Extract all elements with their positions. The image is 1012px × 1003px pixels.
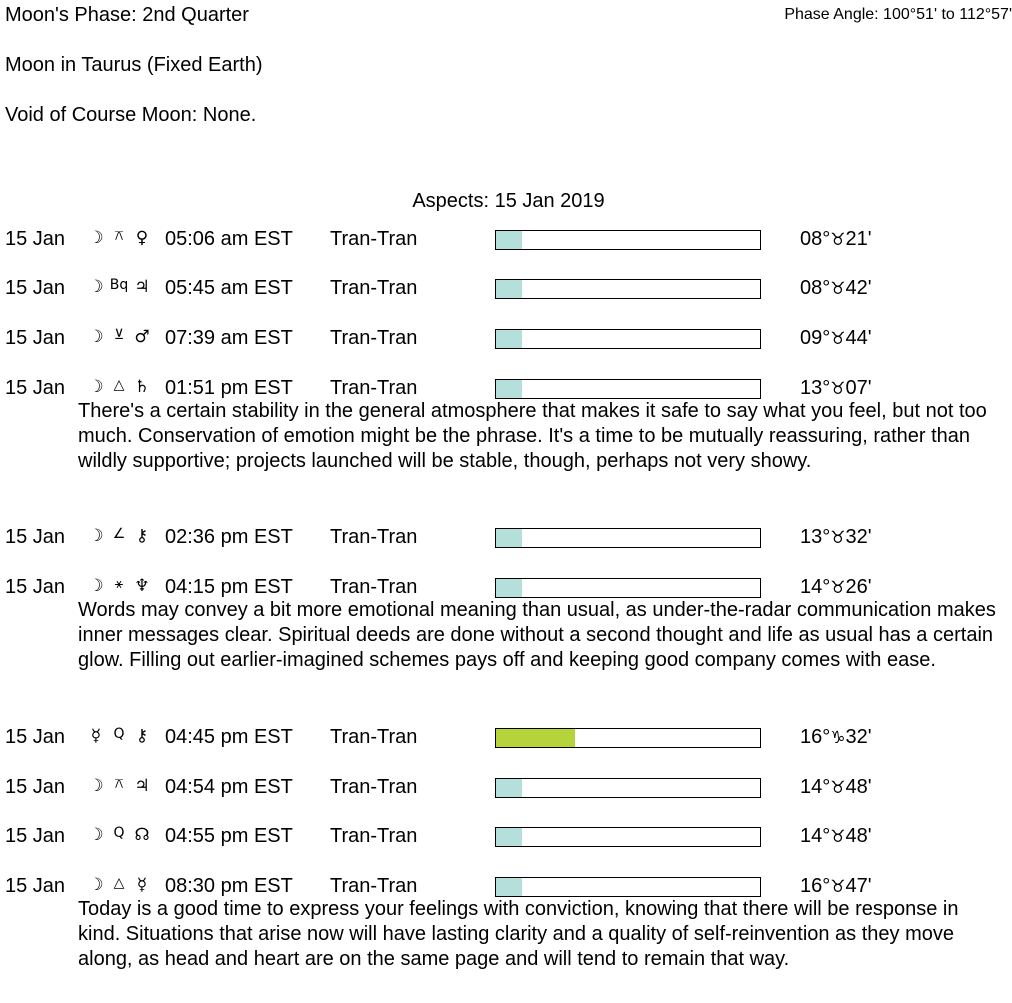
zodiac-sign-icon: ♉ <box>830 578 846 598</box>
moon-icon: ☽ <box>88 875 104 895</box>
trine-icon: △ <box>113 875 125 891</box>
aspect-time: 07:39 am EST <box>165 327 293 349</box>
position-minutes: 32' <box>845 726 872 748</box>
aspect-type: Tran-Tran <box>330 576 418 598</box>
position-degree: 14° <box>800 825 831 847</box>
position-minutes: 44' <box>845 327 872 349</box>
strength-bar <box>495 827 761 847</box>
moon-icon: ☽ <box>88 776 104 796</box>
aspect-type: Tran-Tran <box>330 726 418 748</box>
mercury-icon: ☿ <box>90 726 102 746</box>
moon-icon: ☽ <box>88 576 104 596</box>
strength-bar <box>495 578 761 598</box>
strength-bar-fill <box>496 878 522 896</box>
mercury-icon: ☿ <box>136 875 148 895</box>
position-minutes: 48' <box>845 825 872 847</box>
chiron-icon: ⚷ <box>135 726 149 746</box>
position-minutes: 32' <box>845 526 872 548</box>
position-degree: 14° <box>800 776 831 798</box>
mars-icon: ♂ <box>134 327 150 347</box>
quincunx-icon: ⚻ <box>114 228 124 244</box>
semisextile-icon: ⊻ <box>113 327 125 343</box>
venus-icon: ♀ <box>135 228 149 248</box>
chiron-icon: ⚷ <box>135 526 149 546</box>
aspect-date: 15 Jan <box>5 277 66 299</box>
neptune-icon: ♆ <box>134 576 150 596</box>
zodiac-sign-icon: ♉ <box>830 778 846 798</box>
aspect-type: Tran-Tran <box>330 776 418 798</box>
aspect-type: Tran-Tran <box>330 277 418 299</box>
position-degree: 08° <box>800 277 831 299</box>
strength-bar-fill <box>496 380 522 398</box>
sextile-icon: ⚹ <box>114 576 124 592</box>
aspect-type: Tran-Tran <box>330 327 418 349</box>
zodiac-sign-icon: ♉ <box>830 230 846 250</box>
aspect-date: 15 Jan <box>5 776 66 798</box>
zodiac-sign-icon: ♉ <box>830 379 846 399</box>
position-minutes: 47' <box>845 875 872 897</box>
north-node-icon: ☊ <box>134 825 150 845</box>
jupiter-icon: ♃ <box>134 776 150 796</box>
trine-icon: △ <box>113 377 125 393</box>
aspect-time: 04:45 pm EST <box>165 726 293 748</box>
zodiac-sign-icon: ♉ <box>830 877 846 897</box>
quintile-icon: Q <box>113 726 125 742</box>
void-of-course: Void of Course Moon: None. <box>5 104 257 126</box>
strength-bar <box>495 877 761 897</box>
aspect-time: 08:30 pm EST <box>165 875 293 897</box>
aspect-position <box>800 825 872 848</box>
quintile-icon: Q <box>113 825 125 841</box>
aspect-type: Tran-Tran <box>330 825 418 847</box>
aspect-row <box>0 776 1012 800</box>
strength-bar-fill <box>496 828 522 846</box>
strength-bar <box>495 230 761 250</box>
zodiac-sign-icon: ♉ <box>830 329 846 349</box>
aspect-row <box>0 576 1012 600</box>
aspect-position <box>800 726 872 749</box>
aspect-row <box>0 228 1012 252</box>
aspect-type: Tran-Tran <box>330 875 418 897</box>
zodiac-sign-icon: ♉ <box>830 279 846 299</box>
aspect-position <box>800 277 872 300</box>
aspect-date: 15 Jan <box>5 825 66 847</box>
aspect-date: 15 Jan <box>5 377 66 399</box>
aspect-row <box>0 277 1012 301</box>
aspect-type: Tran-Tran <box>330 228 418 250</box>
strength-bar-fill <box>496 231 522 249</box>
aspect-time: 05:45 am EST <box>165 277 293 299</box>
strength-bar <box>495 528 761 548</box>
position-degree: 13° <box>800 377 831 399</box>
aspect-position <box>800 576 872 599</box>
position-degree: 08° <box>800 228 831 250</box>
position-minutes: 07' <box>845 377 872 399</box>
aspect-date: 15 Jan <box>5 576 66 598</box>
aspect-position <box>800 776 872 799</box>
aspect-date: 15 Jan <box>5 228 66 250</box>
strength-bar <box>495 329 761 349</box>
strength-bar-fill <box>496 529 522 547</box>
strength-bar <box>495 778 761 798</box>
aspect-description: There's a certain stability in the general atmosphere that makes it safe to say what you feel, but not too much. Conservation of emotion might be the phrase. It's a time to be mutually reassuring, rather than wildly supportive; projects launched will be stable, though, perhaps not very showy. <box>78 400 987 472</box>
position-degree: 16° <box>800 726 831 748</box>
aspect-position <box>800 526 872 549</box>
aspect-time: 05:06 am EST <box>165 228 293 250</box>
aspect-type: Tran-Tran <box>330 526 418 548</box>
moon-icon: ☽ <box>88 327 104 347</box>
position-degree: 16° <box>800 875 831 897</box>
strength-bar-fill <box>496 579 522 597</box>
aspect-row <box>0 526 1012 550</box>
quincunx-icon: ⚻ <box>114 776 124 792</box>
aspect-description: Words may convey a bit more emotional meaning than usual, as under-the-radar communication makes inner messages clear. Spiritual deeds are done without a second thought and life as usual has a certain glow. Filling out earlier-imagined schemes pays off and keeping good company comes with ease. <box>78 599 996 671</box>
moon-icon: ☽ <box>88 277 104 297</box>
position-minutes: 48' <box>845 776 872 798</box>
biquintile-icon: Bq <box>109 277 129 293</box>
strength-bar-fill <box>496 779 522 797</box>
semisquare-icon: ∠ <box>112 526 126 542</box>
jupiter-icon: ♃ <box>134 277 150 297</box>
zodiac-sign-icon: ♉ <box>830 827 846 847</box>
position-minutes: 21' <box>845 228 872 250</box>
position-minutes: 26' <box>845 576 872 598</box>
aspect-row <box>0 875 1012 899</box>
position-degree: 14° <box>800 576 831 598</box>
strength-bar-fill <box>496 280 522 298</box>
strength-bar <box>495 279 761 299</box>
aspects-title: Aspects: 15 Jan 2019 <box>412 190 605 212</box>
strength-bar <box>495 379 761 399</box>
phase-angle: Phase Angle: 100°51' to 112°57' <box>784 6 1012 23</box>
moon-icon: ☽ <box>88 825 104 845</box>
aspect-time: 04:54 pm EST <box>165 776 293 798</box>
aspect-description: Today is a good time to express your feelings with conviction, knowing that there will be response in kind. Situations that arise now will have lasting clarity and a quality of self-reinvention as they move along, as head and heart are on the same page and will tend to remain that way. <box>78 898 959 970</box>
aspect-date: 15 Jan <box>5 875 66 897</box>
aspect-time: 01:51 pm EST <box>165 377 293 399</box>
aspect-time: 04:55 pm EST <box>165 825 293 847</box>
aspect-date: 15 Jan <box>5 726 66 748</box>
aspect-position <box>800 327 872 350</box>
saturn-icon: ♄ <box>134 377 150 397</box>
position-degree: 13° <box>800 526 831 548</box>
moon-icon: ☽ <box>88 526 104 546</box>
moon-icon: ☽ <box>88 377 104 397</box>
zodiac-sign-icon: ♑ <box>830 728 846 748</box>
aspect-row <box>0 726 1012 750</box>
aspect-date: 15 Jan <box>5 526 66 548</box>
aspect-time: 02:36 pm EST <box>165 526 293 548</box>
aspect-position <box>800 228 872 251</box>
aspect-row <box>0 377 1012 401</box>
zodiac-sign-icon: ♉ <box>830 528 846 548</box>
position-degree: 09° <box>800 327 831 349</box>
aspect-date: 15 Jan <box>5 327 66 349</box>
aspect-row <box>0 825 1012 849</box>
aspect-position <box>800 875 872 898</box>
aspect-time: 04:15 pm EST <box>165 576 293 598</box>
moon-phase: Moon's Phase: 2nd Quarter <box>5 4 249 26</box>
aspect-row <box>0 327 1012 351</box>
moon-icon: ☽ <box>88 228 104 248</box>
strength-bar <box>495 728 761 748</box>
aspect-position <box>800 377 872 400</box>
strength-bar-fill <box>496 729 575 747</box>
position-minutes: 42' <box>845 277 872 299</box>
moon-sign: Moon in Taurus (Fixed Earth) <box>5 54 263 76</box>
strength-bar-fill <box>496 330 522 348</box>
aspect-type: Tran-Tran <box>330 377 418 399</box>
